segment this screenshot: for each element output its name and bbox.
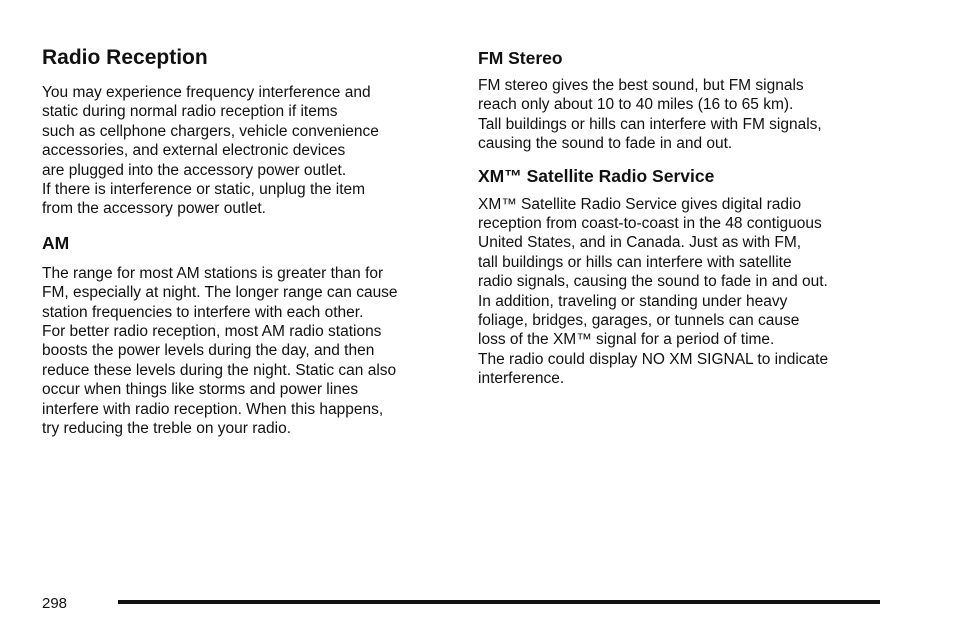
text-line: In addition, traveling or standing under heavy	[478, 292, 788, 310]
text-line: are plugged into the accessory power outlet.	[42, 161, 347, 179]
page-number: 298	[42, 595, 68, 612]
text-line: occur when things like storms and power lines	[42, 381, 359, 399]
text-line: Tall buildings or hills can interfere with FM signals,	[478, 115, 822, 133]
text-line: station frequencies to interfere with each other.	[42, 303, 364, 321]
text-line: such as cellphone chargers, vehicle convenience	[42, 122, 379, 140]
text-line: static during normal radio reception if items	[42, 103, 338, 121]
text-line: from the accessory power outlet.	[42, 200, 266, 218]
text-line: accessories, and external electronic devices	[42, 142, 346, 160]
text-line: You may experience frequency interference and	[42, 84, 371, 101]
text-line: FM stereo gives the best sound, but FM signals	[478, 77, 804, 94]
text-line: For better radio reception, most AM radio stations	[42, 323, 382, 341]
text-line: reduce these levels during the night. Static can also	[42, 361, 397, 379]
text-line: FM, especially at night. The longer range can cause	[42, 284, 398, 302]
text-line: If there is interference or static, unplug the item	[42, 181, 366, 199]
text-line: loss of the XM™ signal for a period of time.	[478, 331, 775, 349]
text-line: reception from coast-to-coast in the 48 contiguous	[478, 215, 822, 233]
text-line: causing the sound to fade in and out.	[478, 135, 733, 153]
subsection-heading-am: AM	[42, 232, 70, 253]
fm-stereo-paragraph	[478, 76, 898, 154]
radio-reception-paragraph	[42, 83, 452, 219]
text-line: The radio could display NO XM SIGNAL to indicate	[478, 350, 829, 368]
text-line: tall buildings or hills can interfere with satellite	[478, 253, 792, 271]
xm-satellite-paragraph	[478, 195, 898, 389]
text-line: interfere with radio reception. When this happens,	[42, 400, 384, 418]
text-line: foliage, bridges, garages, or tunnels can cause	[478, 312, 800, 330]
section-title-radio-reception: Radio Reception	[42, 46, 208, 69]
text-line: United States, and in Canada. Just as with FM,	[478, 234, 802, 252]
text-line: radio signals, causing the sound to fade in and out.	[478, 273, 828, 291]
footer-rule	[118, 600, 880, 604]
text-line: The range for most AM stations is greater than for	[42, 264, 384, 282]
text-line: XM™ Satellite Radio Service gives digital radio	[478, 195, 802, 213]
right-column	[478, 44, 898, 389]
subsection-heading-xm-satellite: XM™ Satellite Radio Service	[478, 165, 715, 186]
subsection-heading-fm-stereo: FM Stereo	[478, 48, 563, 68]
left-column	[42, 44, 452, 439]
text-line: try reducing the treble on your radio.	[42, 420, 291, 438]
text-line: reach only about 10 to 40 miles (16 to 65 km).	[478, 96, 794, 114]
am-paragraph	[42, 264, 452, 439]
text-line: boosts the power levels during the day, and then	[42, 342, 375, 360]
text-line: interference.	[478, 370, 565, 388]
